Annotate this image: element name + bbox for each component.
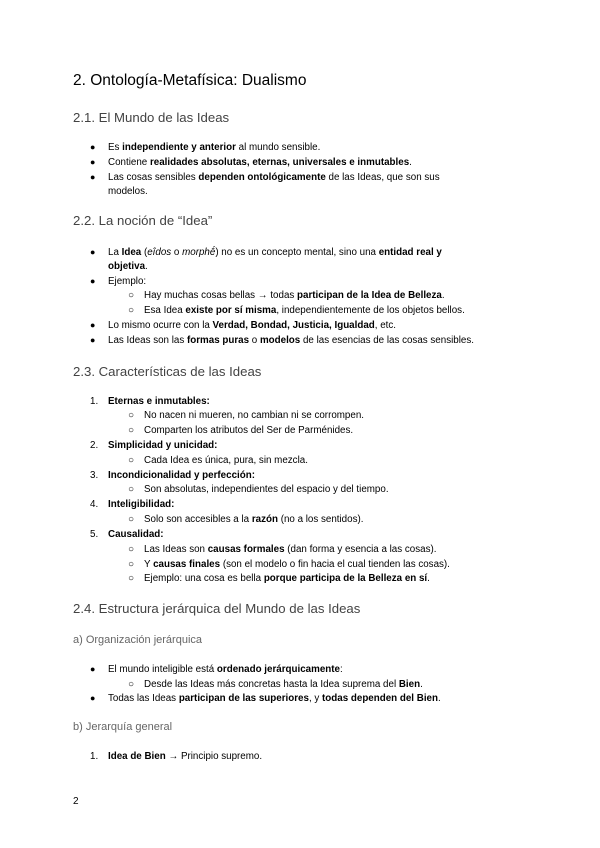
bullet-marker: ● (90, 320, 96, 330)
list-item: La Idea (eîdos o morphḗ) no es un concepto mental, sino una entidad real y (108, 247, 442, 258)
circle-marker: ○ (128, 410, 135, 421)
sub-list-item: Esa Idea existe por sí misma, independientemente de los objetos bellos. (144, 305, 465, 316)
circle-marker: ○ (128, 484, 135, 495)
circle-marker: ○ (128, 514, 135, 525)
list-item: El mundo inteligible está ordenado jerárquicamente: (108, 664, 343, 675)
circle-marker: ○ (128, 544, 135, 555)
list-number: 2. (90, 440, 99, 451)
list-number: 1. (90, 396, 99, 407)
sub-list-item: Hay muchas cosas bellas → todas participan de la Idea de Belleza. (144, 290, 445, 301)
circle-marker: ○ (128, 559, 135, 570)
section-heading-2-3: 2.3. Características de las Ideas (73, 364, 262, 379)
list-item-continuation: objetiva. (108, 261, 148, 272)
circle-marker: ○ (128, 679, 135, 690)
circle-marker: ○ (128, 425, 135, 436)
sub-list-item: Desde las Ideas más concretas hasta la Idea suprema del Bien. (144, 679, 423, 690)
list-item: Ejemplo: (108, 276, 147, 287)
section-heading-2-2: 2.2. La noción de “Idea” (73, 213, 213, 228)
page-title: 2. Ontología-Metafísica: Dualismo (73, 72, 307, 89)
circle-marker: ○ (128, 573, 135, 584)
sub-list-item: Son absolutas, independientes del espacio y del tiempo. (144, 484, 389, 495)
list-number: 5. (90, 529, 99, 540)
list-item: Es independiente y anterior al mundo sensible. (108, 142, 321, 153)
bullet-marker: ● (90, 693, 96, 703)
numbered-item: Causalidad: (108, 529, 164, 540)
subsection-heading-a: a) Organización jerárquica (73, 634, 203, 646)
list-item: Contiene realidades absolutas, eternas, universales e inmutables. (108, 157, 412, 168)
sub-list-item: Y causas finales (son el modelo o fin hacia el cual tienden las cosas). (144, 559, 450, 570)
page-number: 2 (73, 796, 79, 807)
numbered-item: Idea de Bien → Principio supremo. (108, 751, 263, 762)
circle-marker: ○ (128, 455, 135, 466)
list-item: Todas las Ideas participan de las superiores, y todas dependen del Bien. (108, 693, 441, 704)
bullet-marker: ● (90, 664, 96, 674)
list-item: Las cosas sensibles dependen ontológicamente de las Ideas, que son sus (108, 172, 440, 183)
list-number: 1. (90, 751, 99, 762)
bullet-marker: ● (90, 172, 96, 182)
numbered-item: Eternas e inmutables: (108, 396, 210, 407)
sub-list-item: Las Ideas son causas formales (dan forma y esencia a las cosas). (144, 544, 437, 555)
circle-marker: ○ (128, 290, 135, 301)
list-number: 3. (90, 470, 99, 481)
bullet-marker: ● (90, 247, 96, 257)
list-item: Las Ideas son las formas puras o modelos de las esencias de las cosas sensibles. (108, 335, 474, 346)
sub-list-item: No nacen ni mueren, no cambian ni se corrompen. (144, 410, 365, 421)
circle-marker: ○ (128, 305, 135, 316)
numbered-item: Inteligibilidad: (108, 499, 175, 510)
bullet-marker: ● (90, 157, 96, 167)
numbered-item: Simplicidad y unicidad: (108, 440, 218, 451)
bullet-marker: ● (90, 276, 96, 286)
subsection-heading-b: b) Jerarquía general (73, 721, 173, 733)
list-item: Lo mismo ocurre con la Verdad, Bondad, Justicia, Igualdad, etc. (108, 320, 397, 331)
sub-list-item: Solo son accesibles a la razón (no a los sentidos). (144, 514, 364, 525)
sub-list-item: Cada Idea es única, pura, sin mezcla. (144, 455, 308, 466)
bullet-marker: ● (90, 335, 96, 345)
list-number: 4. (90, 499, 99, 510)
numbered-item: Incondicionalidad y perfección: (108, 470, 255, 481)
sub-list-item: Ejemplo: una cosa es bella porque participa de la Belleza en sí. (144, 573, 430, 584)
section-heading-2-1: 2.1. El Mundo de las Ideas (73, 110, 230, 125)
list-item-continuation: modelos. (108, 186, 148, 197)
section-heading-2-4: 2.4. Estructura jerárquica del Mundo de las Ideas (73, 601, 361, 616)
sub-list-item: Comparten los atributos del Ser de Parménides. (144, 425, 354, 436)
bullet-marker: ● (90, 142, 96, 152)
